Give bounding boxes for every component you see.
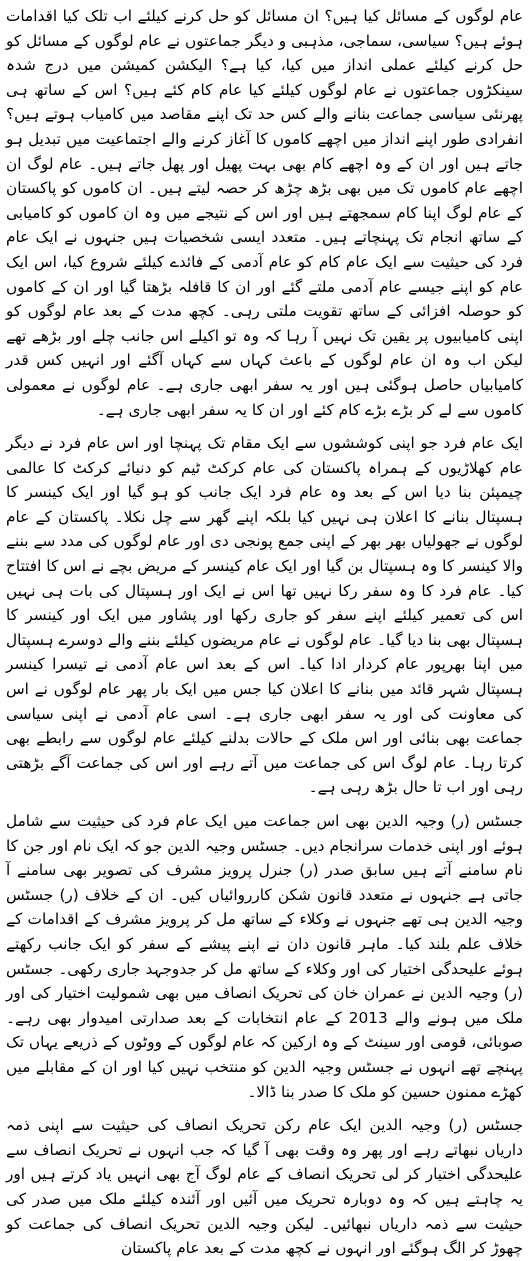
article-paragraph-3: جسٹس (ر) وجیہ الدین بھی اس جماعت میں ایک عام فرد کی حیثیت سے شامل ہوئے اور اپنی خدمات سرانجام دیں۔ جسٹس وجیہ الدین جو کہ ایک نام اور جن کا نام سامنے آتے ہیں سابق صدر (ر) جنرل پرویز مشرف کی تصویر بھی سامنے آ جاتی ہے جنہوں نے متعدد قانون شکن کارروائیاں کیں۔ ان کے خلاف (ر) جسٹس وجیہ الدین ہی تھے جنہوں نے وکلاء کے ساتھ مل کر پرویز مشرف کے اقدامات کے خلاف علم بلند کیا۔ ماہر قانون دان نے اپنے پیشے کے سفر کو ایک جانب رکھتے ہوئے علیحدگی اختیار کی اور وکلاء کے ساتھ مل کر جدوجہد جاری رکھی۔ جسٹس (ر) وجیہ الدین نے عمران خان کی تحریک انصاف میں بھی شمولیت اختیار کی اور ملک میں ہونے والے 2013 کے عام انتخابات کے بعد صدارتی امیدوار بھی رہے۔ صوبائی، قومی اور سینٹ کے وہ ارکین کہ عام لوگوں کے ووٹوں کے ذریعے یہاں تک پہنچے تھے انہوں نے جسٹس وجیہ الدین کو منتخب نہیں کیا اور ان کے مقابلے میں کھڑے ممنون حسین کو ملک کا صدر بنا ڈالا۔ [6,812,524,1101]
article-paragraph-2: ایک عام فرد جو اپنی کوششوں سے ایک مقام تک پہنچا اور اس عام فرد نے دیگر عام کھلاڑیوں کے ہمراہ پاکستان کی عام کرکٹ ٹیم کو دنیائے کرکٹ کا عالمی چیمپئن بنا دیا اس کے بعد وہ عام فرد ایک جانب کو ہو گیا اور ایک کینسر کا ہسپتال بنانے کا اعلان ہی نہیں کیا بلکہ اپنے گھر سے چل نکلا۔ پاکستان کے عام لوگوں نے جھولیاں بھر بھر کے اپنی جمع پونجی دی اور عام لوگوں کی مدد سے بننے والا کینسر کا وہ ہسپتال بن گیا اور ایک عام کینسر کے مریض بچے نے اس کا افتتاح کیا۔ عام فرد کا وہ سفر رکا نہیں تھا اس نے ایک اور ہسپتال کی بات ہی نہیں اس کی تعمیر کیلئے اپنے سفر کو جاری رکھا اور پشاور میں ایک اور کینسر کا ہسپتال بھی بنا دیا گیا۔ عام لوگوں نے عام مریضوں کیلئے بننے والے دوسرے ہسپتال میں اپنا بھرپور عام کردار ادا کیا۔ اس کے بعد اس عام آدمی نے تیسرا کینسر ہسپتال شہر قائد میں بنانے کا اعلان کیا جس میں ایک بار پھر عام لوگوں نے اس کی معاونت کی اور یہ سفر ابھی جاری ہے۔ اسی عام آدمی نے اپنی سیاسی جماعت بھی بنائی اور اس ملک کے حالات بدلنے کیلئے عام لوگوں سے رابطے بھی کرتا رہا۔ عام لوگ اس کی جماعت میں آتے رہے اور اس کی جماعت آگے بڑھتی رہی اور اب تا حال بڑھ رہی ہے۔ [6,434,523,797]
article-paragraph-4: جسٹس (ر) وجیہ الدین ایک عام رکن تحریک انصاف کی حیثیت سے اپنی ذمہ داریاں نبھاتے رہے اور پھر وہ وقت بھی آ گیا کہ جب انہوں نے تحریک انصاف سے علیحدگی اختیار کر لی تحریک انصاف کے عام لوگ آج بھی انہیں یاد کرتے ہیں اور یہ چاہتے ہیں کہ وہ دوبارہ تحریک میں آئیں اور آئندہ کیلئے ملک میں صدر کی حیثیت سے ذمہ داریاں نبھائیں۔ لیکن وجیہ الدین تحریک انصاف کی جماعت کو چھوڑ کر الگ ہوگئے اور انہوں نے کچھ مدت کے بعد عام پاکستان [6,1116,523,1258]
article-paragraph-1: عام لوگوں کے مسائل کیا ہیں؟ ان مسائل کو حل کرنے کیلئے اب تلک کیا اقدامات ہوئے ہیں؟ سیاسی، سماجی، مذہبی و دیگر جماعتوں نے عام لوگوں کے مسائل کو حل کرنے کیلئے عملی انداز میں کیا، کیا ہے؟ الیکشن کمیشن میں درج شدہ سینکڑوں جماعتوں نے عام لوگوں کیلئے کیا عام کام کئے ہیں؟ اس کے ساتھ ہی پھرنئی سیاسی جماعت بنانے والے کس حد تک اپنے مقاصد میں کامیاب ہوتے ہیں؟ انفرادی طور اپنے انداز میں اچھے کاموں کا آغاز کرنے والے اجتماعیت میں تبدیل ہو جاتے ہیں اور ان کے وہ اچھے کام بھی بہت پھیل اور پھل جاتے ہیں۔ عام لوگ ان اچھے عام کاموں تک میں بھی بڑھ چڑھ کر حصہ لیتے ہیں۔ ان کاموں کو پاکستان کے عام لوگ اپنا کام سمجھتے ہیں اور اس کے نتیجے میں وہ ان کاموں کو کامیابی کے ساتھ انجام تک پہنچاتے ہیں۔ متعدد ایسی شخصیات ہیں جنہوں نے ایک عام فرد کی حیثیت سے ایک عام کام کو عام آدمی کے فائدے کیلئے شروع کیا، اس ایک عام کو اپنے جیسے عام آدمی ملتے گئے اور ان کا قافلہ بڑھتا گیا اور ان کے کاموں کو حوصلہ افزائی کے ساتھ تقویت ملتی رہی۔ کچھ مدت کے بعد عام لوگوں کو اپنی کامیابیوں پر یقین تک نہیں آ رہا کہ وہ تو اکیلے اس جانب چلے اور بڑھے تھے لیکن اب وہ ان عام لوگوں کے باعث کہاں سے کہاں آگئے اور انہیں کس قدر کامیابیاں حاصل ہوگئی ہیں اور یہ سفر ابھی جاری ہے۔ عام لوگوں نے معمولی کاموں سے لے کر بڑے بڑے کام کئے اور ان کا یہ سفر ابھی جاری ہے۔ [6,7,523,419]
